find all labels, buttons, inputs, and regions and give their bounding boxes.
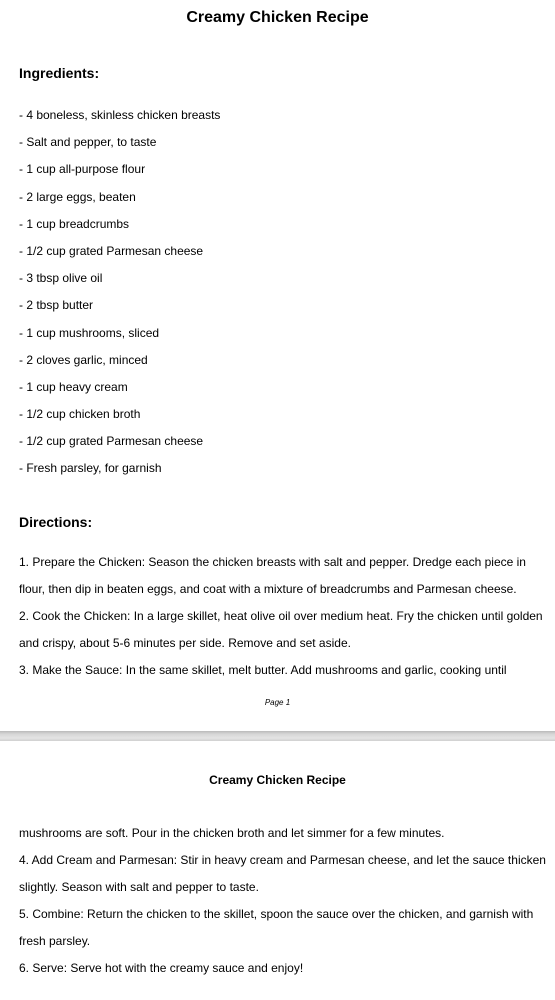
ingredient-item: - 1 cup all-purpose flour: [19, 162, 146, 177]
document-page-2: [0, 741, 555, 1000]
ingredient-item: - 1/2 cup chicken broth: [19, 407, 141, 422]
ingredient-item: - 1/2 cup grated Parmesan cheese: [19, 434, 204, 449]
ingredient-item: - 1 cup breadcrumbs: [19, 216, 130, 231]
directions-line: 1. Prepare the Chicken: Season the chicken breasts with salt and pepper. Dredge each piece in: [19, 555, 526, 569]
ingredient-item: - 3 tbsp olive oil: [19, 271, 103, 286]
ingredient-item: - 2 tbsp butter: [19, 298, 94, 313]
ingredients-heading: Ingredients:: [19, 65, 100, 81]
ingredient-item: - 2 cloves garlic, minced: [19, 352, 148, 367]
ingredient-item: - Salt and pepper, to taste: [19, 135, 157, 150]
directions-line: and crispy, about 5-6 minutes per side. Remove and set aside.: [19, 636, 351, 651]
ingredient-item: - 2 large eggs, beaten: [19, 189, 136, 204]
directions-line: 2. Cook the Chicken: In a large skillet, heat olive oil over medium heat. Fry the chicken until golden: [19, 609, 543, 624]
ingredient-item: - 1/2 cup grated Parmesan cheese: [19, 243, 204, 258]
document-title: Creamy Chicken Recipe: [186, 9, 369, 26]
directions-line: 5. Combine: Return the chicken to the skillet, spoon the sauce over the chicken, and garnish with: [19, 907, 534, 922]
directions-line: 6. Serve: Serve hot with the creamy sauce and enjoy!: [19, 961, 304, 976]
directions-text-page-2: [19, 820, 546, 983]
ingredient-item: - 4 boneless, skinless chicken breasts: [19, 108, 221, 122]
directions-heading: Directions:: [19, 514, 93, 530]
ingredients-list: [19, 102, 220, 483]
page-number: Page 1: [264, 698, 291, 707]
ingredient-item: - 1 cup mushrooms, sliced: [19, 325, 160, 340]
directions-text-page-1: [19, 549, 543, 684]
directions-line: slightly. Season with salt and pepper to taste.: [19, 880, 259, 895]
directions-line: 4. Add Cream and Parmesan: Stir in heavy cream and Parmesan cheese, and let the sauce thicken: [19, 853, 546, 868]
directions-line: mushrooms are soft. Pour in the chicken broth and let simmer for a few minutes.: [19, 826, 445, 840]
directions-line: 3. Make the Sauce: In the same skillet, melt butter. Add mushrooms and garlic, cooking until: [19, 663, 507, 678]
ingredient-item: - Fresh parsley, for garnish: [19, 461, 162, 476]
page-separator: [0, 731, 555, 741]
directions-line: flour, then dip in beaten eggs, and coat with a mixture of breadcrumbs and Parmesan cheese.: [19, 582, 517, 597]
running-header: Creamy Chicken Recipe: [209, 773, 346, 787]
directions-line: fresh parsley.: [19, 934, 91, 949]
ingredient-item: - 1 cup heavy cream: [19, 379, 128, 394]
